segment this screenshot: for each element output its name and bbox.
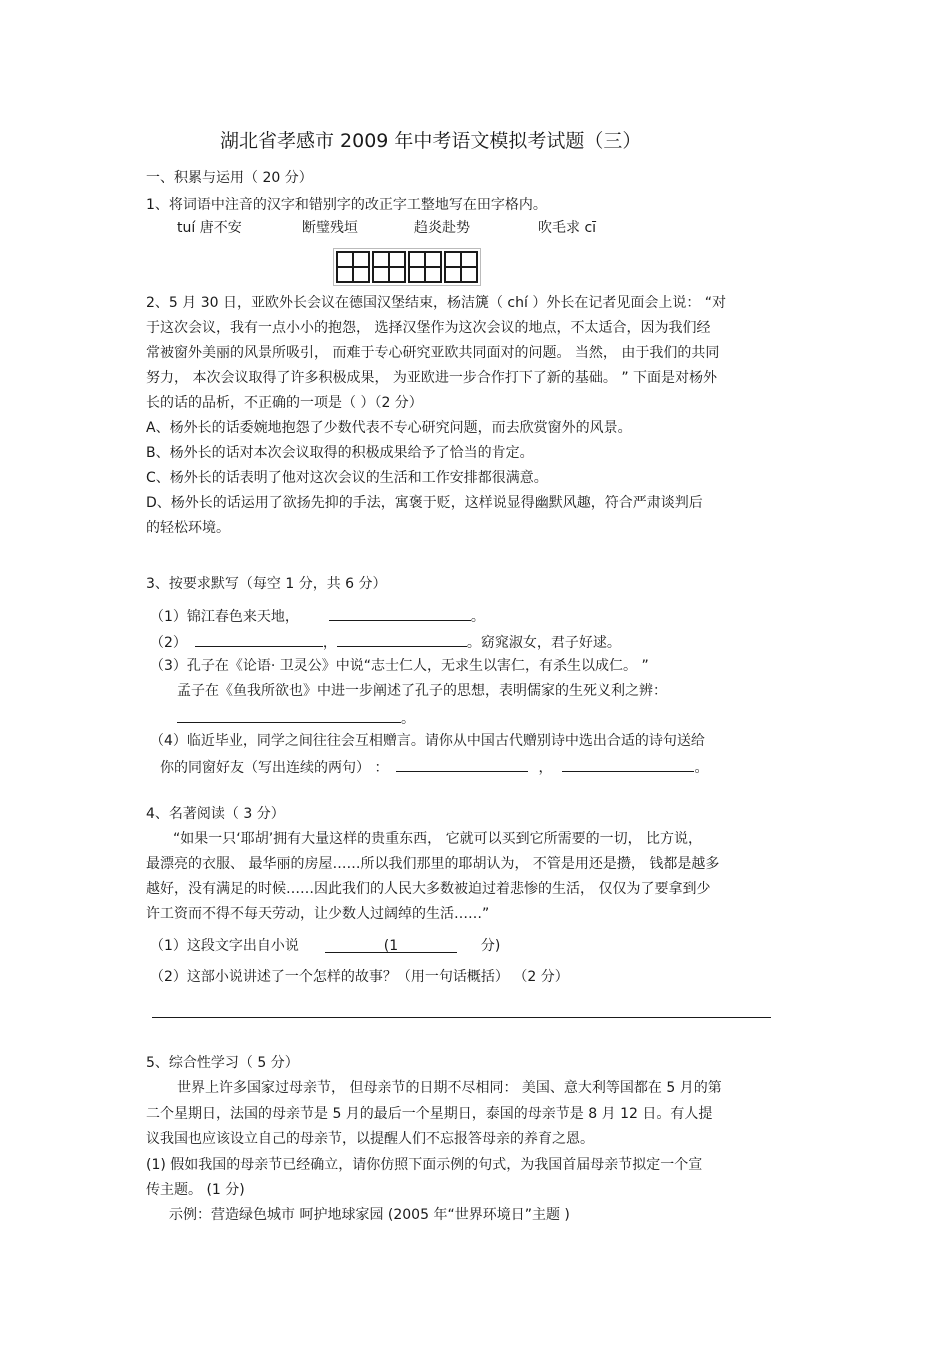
q4-sub-1 bbox=[150, 936, 500, 956]
q3-item-3-end: 。 bbox=[401, 711, 415, 727]
q3-item-3-line2: 孟子在《鱼我所欲也》中进一步阐述了孔子的思想，表明儒家的生死义利之辨： bbox=[177, 683, 667, 699]
q4-passage-line: 最漂亮的衣服、 最华丽的房屋……所以我们那里的耶胡认为， 不管是用还是攒， 钱都是越多 bbox=[146, 856, 720, 872]
answer-blank[interactable] bbox=[195, 631, 323, 647]
q5-heading: 5、综合性学习（ 5 分） bbox=[146, 1055, 299, 1071]
q2-option-d[interactable]: D、杨外长的话运用了欲扬先抑的手法，寓褒于贬，这样说显得幽默风趣，符合严肃谈判后 bbox=[146, 495, 703, 511]
q2-text-line: 常被窗外美丽的风景所吸引， 而难于专心研究亚欧共同面对的问题。 当然， 由于我们的共同 bbox=[146, 345, 720, 361]
q5-para-line: 议我国也应该设立自己的母亲节，以提醒人们不忘报答母亲的养育之恩。 bbox=[146, 1131, 594, 1147]
q2-option-a[interactable]: A、杨外长的话委婉地抱怨了少数代表不专心研究问题，而去欣赏窗外的风景。 bbox=[146, 420, 632, 436]
answer-blank[interactable] bbox=[177, 707, 401, 723]
q1-word: tuí 唐不安 bbox=[177, 220, 242, 236]
q3-item-4-text: 你的同窗好友（写出连续的两句） ： bbox=[160, 760, 389, 776]
q2-text-line: 努力， 本次会议取得了许多积极成果， 为亚欧进一步合作打下了新的基础。 ” 下面是对杨外 bbox=[146, 370, 718, 386]
page-title: 湖北省孝感市 2009 年中考语文模拟考试题（三） bbox=[220, 130, 642, 152]
q5-para-line: 世界上许多国家过母亲节， 但母亲节的日期不尽相同： 美国、意大利等国都在 5 月的第 bbox=[177, 1080, 722, 1096]
q1-word: 趋炎赴势 bbox=[414, 220, 470, 236]
q3-item-4-end: 。 bbox=[694, 760, 709, 776]
q3-item-1-end: 。 bbox=[470, 609, 485, 625]
tianzige-cell[interactable] bbox=[336, 251, 370, 283]
q3-item-2-comma: ， bbox=[322, 635, 337, 651]
q3-item-4-line2 bbox=[160, 756, 708, 778]
q3-item-4-line1: （4）临近毕业，同学之间往往会互相赠言。请你从中国古代赠别诗中选出合适的诗句送给 bbox=[150, 733, 705, 749]
q1-prompt: 1、将词语中注音的汉字和错别字的改正字工整地写在田字格内。 bbox=[146, 197, 547, 213]
q4-sub-1-points: 分) bbox=[480, 938, 501, 954]
q5-example: 示例：营造绿色城市 呵护地球家园 (2005 年“世界环境日”主题 ) bbox=[169, 1207, 570, 1223]
section-heading: 一、积累与运用（ 20 分） bbox=[146, 170, 313, 186]
q3-item-1 bbox=[150, 605, 485, 627]
q2-option-d-continued: 的轻松环境。 bbox=[146, 520, 230, 536]
q2-option-b[interactable]: B、杨外长的话对本次会议取得的积极成果给予了恰当的肯定。 bbox=[146, 445, 534, 461]
answer-line[interactable] bbox=[152, 1017, 771, 1018]
q3-item-2-num: （2） bbox=[150, 635, 187, 651]
q3-item-2 bbox=[150, 631, 621, 653]
q3-item-1-text: （1）锦江春色来天地， bbox=[150, 609, 299, 625]
q4-passage-line: 越好，没有满足的时候……因此我们的人民大多数被迫过着悲惨的生活， 仅仅为了要拿到少 bbox=[146, 881, 711, 897]
q3-item-4-comma: ， bbox=[538, 760, 553, 776]
tianzige-cell[interactable] bbox=[408, 251, 442, 283]
q4-passage-line: 许工资而不得不每天劳动，让少数人过阔绰的生活……” bbox=[146, 906, 490, 922]
answer-blank[interactable] bbox=[562, 756, 694, 772]
tianzige-grid[interactable] bbox=[333, 248, 481, 286]
q2-option-c[interactable]: C、杨外长的话表明了他对这次会议的生活和工作安排都很满意。 bbox=[146, 470, 548, 486]
q3-item-2-end: 。窈窕淑女，君子好逑。 bbox=[466, 635, 621, 651]
q2-text-line: 2、5 月 30 日，亚欧外长会议在德国汉堡结束，杨洁篪（ chí ）外长在记者见面会上说： “对 bbox=[146, 295, 727, 311]
q3-item-3-line1: （3）孔子在《论语· 卫灵公》中说“志士仁人，无求生以害仁，有杀生以成仁。 ” bbox=[150, 658, 649, 674]
q4-heading: 4、名著阅读（ 3 分） bbox=[146, 806, 285, 822]
answer-blank[interactable] bbox=[396, 756, 528, 772]
q2-text-line: 长的话的品析，不正确的一项是（ ）（2 分） bbox=[146, 395, 423, 411]
q4-sub-2: （2）这部小说讲述了一个怎样的故事？（用一句话概括） （2 分） bbox=[150, 969, 569, 985]
answer-blank[interactable] bbox=[329, 605, 471, 621]
q1-word: 吹毛求 cī bbox=[538, 220, 597, 236]
q4-passage-line: “如果一只‘耶胡’拥有大量这样的贵重东西， 它就可以买到它所需要的一切， 比方说， bbox=[173, 831, 703, 847]
q3-heading: 3、按要求默写（每空 1 分，共 6 分） bbox=[146, 576, 387, 592]
q4-sub-1-text: （1）这段文字出自小说 bbox=[150, 938, 299, 954]
answer-blank[interactable]: (1 bbox=[325, 936, 457, 953]
q5-sub-1-line1: (1) 假如我国的母亲节已经确立，请你仿照下面示例的句式，为我国首届母亲节拟定一个宣 bbox=[146, 1157, 703, 1173]
answer-blank[interactable] bbox=[337, 631, 467, 647]
q3-item-3-answer bbox=[177, 707, 415, 729]
q5-sub-1-line2: 传主题。 (1 分) bbox=[146, 1182, 245, 1198]
q1-word: 断璧残垣 bbox=[302, 220, 358, 236]
q2-text-line: 于这次会议，我有一点小小的抱怨， 选择汉堡作为这次会议的地点，不太适合，因为我们经 bbox=[146, 320, 711, 336]
tianzige-cell[interactable] bbox=[444, 251, 478, 283]
tianzige-cell[interactable] bbox=[372, 251, 406, 283]
q5-para-line: 二个星期日，法国的母亲节是 5 月的最后一个星期日，泰国的母亲节是 8 月 12 日。有人提 bbox=[146, 1106, 713, 1122]
